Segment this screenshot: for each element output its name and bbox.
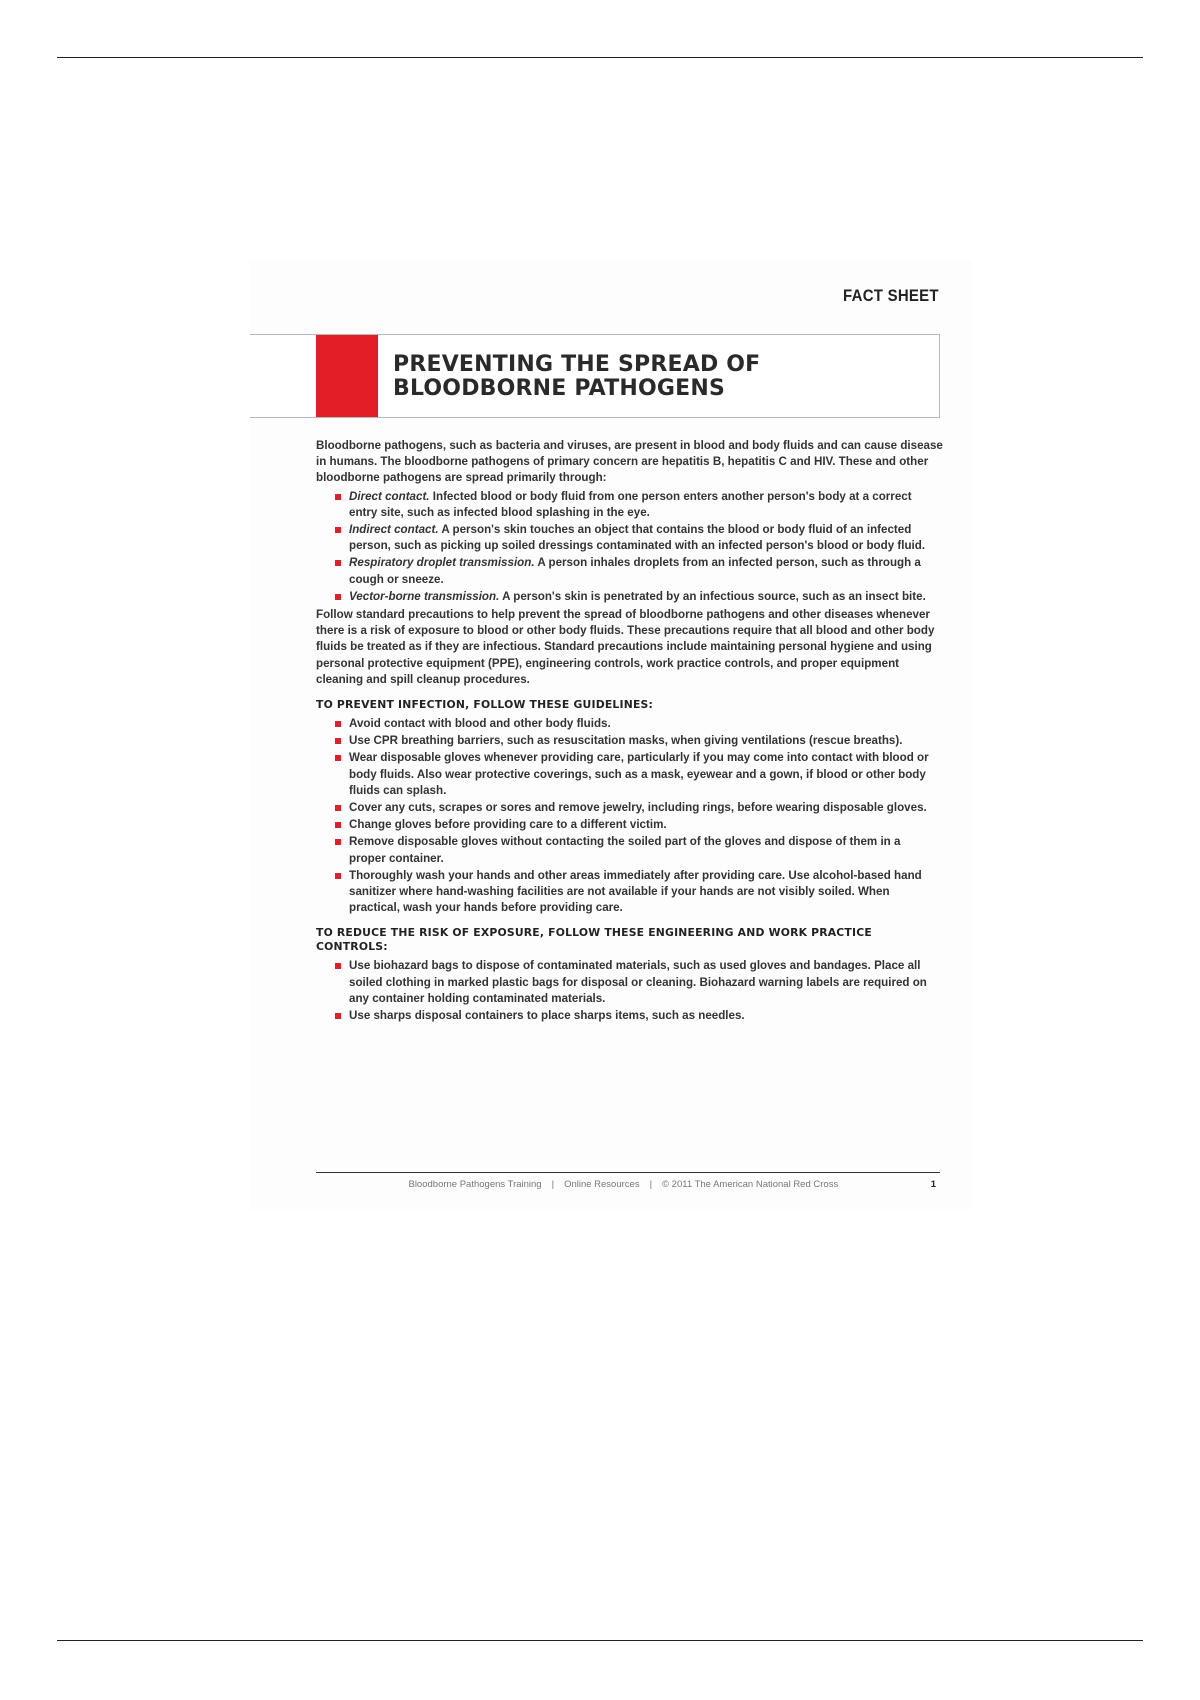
footer-training: Bloodborne Pathogens Training — [408, 1179, 542, 1190]
title-banner — [250, 334, 940, 418]
footer-resources: Online Resources — [564, 1179, 640, 1190]
bullet-icon — [335, 1013, 341, 1019]
fact-sheet-label: FACT SHEET — [843, 286, 939, 305]
bullet-icon — [335, 594, 341, 600]
list-item — [349, 1008, 946, 1024]
footer-items — [316, 1179, 931, 1190]
bullet-icon — [335, 839, 341, 845]
footer-copyright: © 2011 The American National Red Cross — [662, 1179, 839, 1190]
bullet-icon — [335, 963, 341, 969]
list-item-text: Thoroughly wash your hands and other areas immediately after providing care. Use alcohol-based hand sanitizer where hand-washing facilities are not available if your hands are not visibly soiled. When practical, wash your hands before providing care. — [349, 868, 922, 915]
list-item — [349, 589, 946, 605]
red-accent-block — [316, 335, 378, 417]
bullet-icon — [335, 560, 341, 566]
list-item — [349, 834, 946, 866]
bullet-icon — [335, 721, 341, 727]
list-item-text: Use biohazard bags to dispose of contaminated materials, such as used gloves and bandages. Place all soiled clothing in marked plastic bags for disposal or cleaning. Biohazard warning labels are required on any container holding contaminated materials. — [349, 959, 927, 1005]
list-item-text: Use sharps disposal containers to place sharps items, such as needles. — [349, 1009, 745, 1023]
list-item — [349, 817, 946, 833]
controls-list — [316, 958, 946, 1024]
transmission-text: A person's skin touches an object that contains the blood or body fluid of an infected person, such as picking up soiled dressings contaminated with an infected person's blood or body fluid. — [349, 523, 926, 553]
page-number: 1 — [930, 1179, 936, 1190]
transmission-term: Vector-borne transmission. — [349, 589, 500, 603]
page-footer — [316, 1172, 940, 1190]
document-body — [316, 438, 946, 1026]
bullet-icon — [335, 527, 341, 533]
bullet-icon — [335, 805, 341, 811]
transmission-text: A person inhales droplets from an infected person, such as through a cough or sneeze. — [349, 556, 921, 586]
transmission-term: Direct contact. — [349, 489, 430, 503]
guidelines-list — [316, 716, 946, 916]
bullet-icon — [335, 822, 341, 828]
list-item-text: Change gloves before providing care to a different victim. — [349, 818, 667, 832]
title-line-2: BLOODBORNE PATHOGENS — [393, 376, 726, 401]
section-heading-guidelines: TO PREVENT INFECTION, FOLLOW THESE GUIDELINES: — [316, 698, 654, 712]
transmission-text: Infected blood or body fluid from one person enters another person's body at a correct entry site, such as infected blood splashing in the eye. — [349, 489, 912, 519]
list-item — [349, 489, 946, 521]
list-item-text: Use CPR breathing barriers, such as resuscitation masks, when giving ventilations (rescue breaths). — [349, 734, 903, 748]
list-item — [349, 555, 946, 587]
bottom-rule — [57, 1640, 1143, 1641]
list-item — [349, 522, 946, 554]
section-heading-controls: TO REDUCE THE RISK OF EXPOSURE, FOLLOW THESE ENGINEERING AND WORK PRACTICE CONTROLS: — [316, 926, 872, 954]
list-item — [349, 750, 946, 799]
list-item — [349, 868, 946, 917]
footer-separator: | — [649, 1179, 653, 1190]
transmission-term: Indirect contact. — [349, 523, 439, 537]
transmission-text: A person's skin is penetrated by an infectious source, such as an insect bite. — [499, 589, 926, 603]
transmission-term: Respiratory droplet transmission. — [349, 556, 535, 570]
list-item-text: Remove disposable gloves without contacting the soiled part of the gloves and dispose of them in a proper container. — [349, 835, 901, 865]
bullet-icon — [335, 738, 341, 744]
list-item-text: Cover any cuts, scrapes or sores and remove jewelry, including rings, before wearing disposable gloves. — [349, 801, 927, 815]
list-item-text: Wear disposable gloves whenever providing care, particularly if you may come into contact with blood or body fluids. Also wear protective coverings, such as a mask, eyewear and a gown, if blood or other body fluids can splash. — [349, 751, 929, 797]
bullet-icon — [335, 873, 341, 879]
list-item — [349, 716, 946, 732]
list-item — [349, 733, 946, 749]
bullet-icon — [335, 494, 341, 500]
top-rule — [57, 57, 1143, 58]
document-page — [250, 260, 972, 1210]
document-title — [393, 353, 760, 401]
footer-separator: | — [551, 1179, 555, 1190]
list-item-text: Avoid contact with blood and other body fluids. — [349, 717, 611, 731]
title-line-1: PREVENTING THE SPREAD OF — [393, 352, 761, 377]
bullet-icon — [335, 755, 341, 761]
list-item — [349, 958, 946, 1007]
precautions-paragraph: Follow standard precautions to help prevent the spread of bloodborne pathogens and other diseases whenever there is a risk of exposure to blood or other body fluids. These precautions require that all blood and other body fluids be treated as if they are infectious. Standard precautions include maintaining personal hygiene and using personal protective equipment (PPE), engineering controls, work practice controls, and proper equipment cleaning and spill cleanup procedures. — [316, 608, 935, 686]
intro-paragraph: Bloodborne pathogens, such as bacteria and viruses, are present in blood and body fluids and can cause disease in humans. The bloodborne pathogens of primary concern are hepatitis B, hepatitis C and HIV. These and other bloodborne pathogens are spread primarily through: — [316, 439, 943, 485]
list-item — [349, 800, 946, 816]
transmission-list — [316, 489, 946, 605]
